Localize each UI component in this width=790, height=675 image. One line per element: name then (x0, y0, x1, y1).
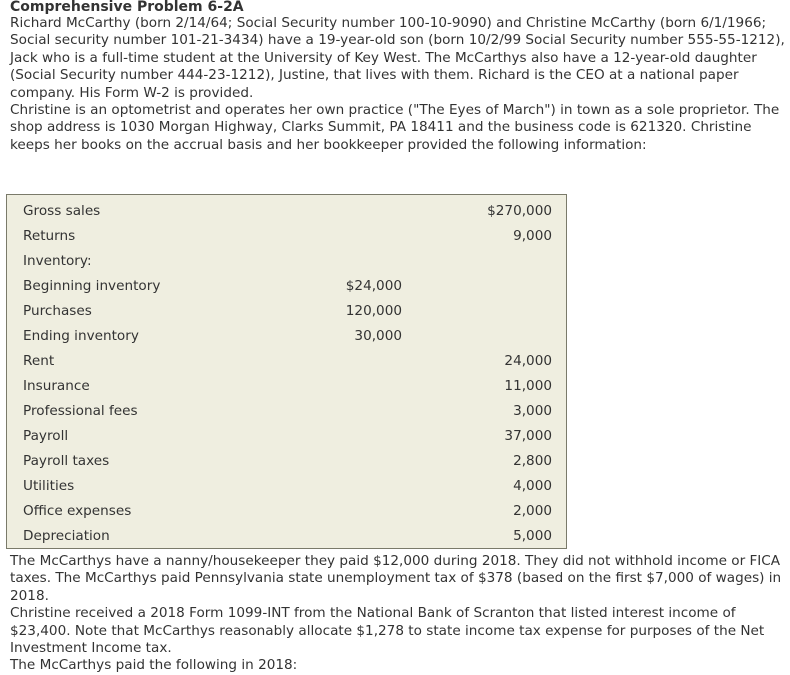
row-label: Insurance (23, 378, 90, 394)
intro-paragraph-2: Christine is an optometrist and operates her own practice ("The Eyes of March") in town as a sole proprietor. The shop address is 1030 Morgan Highway, Clarks Summit, PA 18411 and the business code is 621320. Christine keeps her books on the accrual basis and her bookkeeper provided the following information: (10, 102, 780, 153)
row-mid-value: $24,000 (345, 278, 402, 294)
row-mid-value: 120,000 (345, 303, 402, 319)
problem-title: Comprehensive Problem 6-2A (10, 0, 244, 15)
intro-paragraph-1: Richard McCarthy (born 2/14/64; Social Security number 100-10-9090) and Christine McCarthy (born 6/1/1966; Social security number 101-21-3434) have a 19-year-old son (born 10/2/99 Social Security number 555-55-1212), Jack who is a full-time student at the University of Key West. The McCarthys also have a 12-year-old daughter (Social Security number 444-23-1212), Justine, that lives with them. Richard is the CEO at a national paper company. His Form W-2 is provided. (10, 15, 785, 101)
row-label: Gross sales (23, 203, 101, 219)
table-row (7, 298, 566, 323)
problem-header (10, 0, 788, 154)
row-right-value: 11,000 (504, 378, 552, 394)
after-table-text (10, 553, 788, 675)
table-row (7, 448, 566, 473)
row-label: Professional fees (23, 403, 138, 419)
row-label: Rent (23, 353, 55, 369)
bookkeeper-table (6, 194, 567, 549)
table-row (7, 498, 566, 523)
row-right-value: 2,000 (513, 503, 552, 519)
row-label: Payroll taxes (23, 453, 110, 469)
row-right-value: 37,000 (504, 428, 552, 444)
table-row (7, 473, 566, 498)
table-row (7, 248, 566, 273)
table-row (7, 198, 566, 223)
row-right-value: 9,000 (513, 228, 552, 244)
row-right-value: 4,000 (513, 478, 552, 494)
row-label: Depreciation (23, 528, 110, 544)
row-right-value: 24,000 (504, 353, 552, 369)
table-row (7, 423, 566, 448)
table-row (7, 273, 566, 298)
row-right-value: $270,000 (487, 203, 552, 219)
after-paragraph-1: The McCarthys have a nanny/housekeeper they paid $12,000 during 2018. They did not withhold income or FICA taxes. The McCarthys paid Pennsylvania state unemployment tax of $378 (based on the first $7,000 of wages) in 2018. (10, 553, 782, 604)
table-row (7, 373, 566, 398)
table-row (7, 523, 566, 548)
row-label: Inventory: (23, 253, 92, 269)
row-label: Ending inventory (23, 328, 139, 344)
table-row (7, 223, 566, 248)
after-paragraph-3: The McCarthys paid the following in 2018: (10, 657, 298, 674)
row-right-value: 5,000 (513, 528, 552, 544)
table-row (7, 323, 566, 348)
row-right-value: 2,800 (513, 453, 552, 469)
after-paragraph-2: Christine received a 2018 Form 1099-INT from the National Bank of Scranton that listed interest income of $23,400. Note that McCarthys reasonably allocate $1,278 to state income tax expense for purposes of the Net Investment Income tax. (10, 605, 765, 657)
table-row (7, 348, 566, 373)
table-row (7, 398, 566, 423)
row-label: Utilities (23, 478, 75, 494)
row-mid-value: 30,000 (354, 328, 402, 344)
row-label: Returns (23, 228, 76, 244)
row-label: Office expenses (23, 503, 132, 519)
row-right-value: 3,000 (513, 403, 552, 419)
row-label: Purchases (23, 303, 92, 319)
row-label: Payroll (23, 428, 69, 444)
row-label: Beginning inventory (23, 278, 161, 294)
